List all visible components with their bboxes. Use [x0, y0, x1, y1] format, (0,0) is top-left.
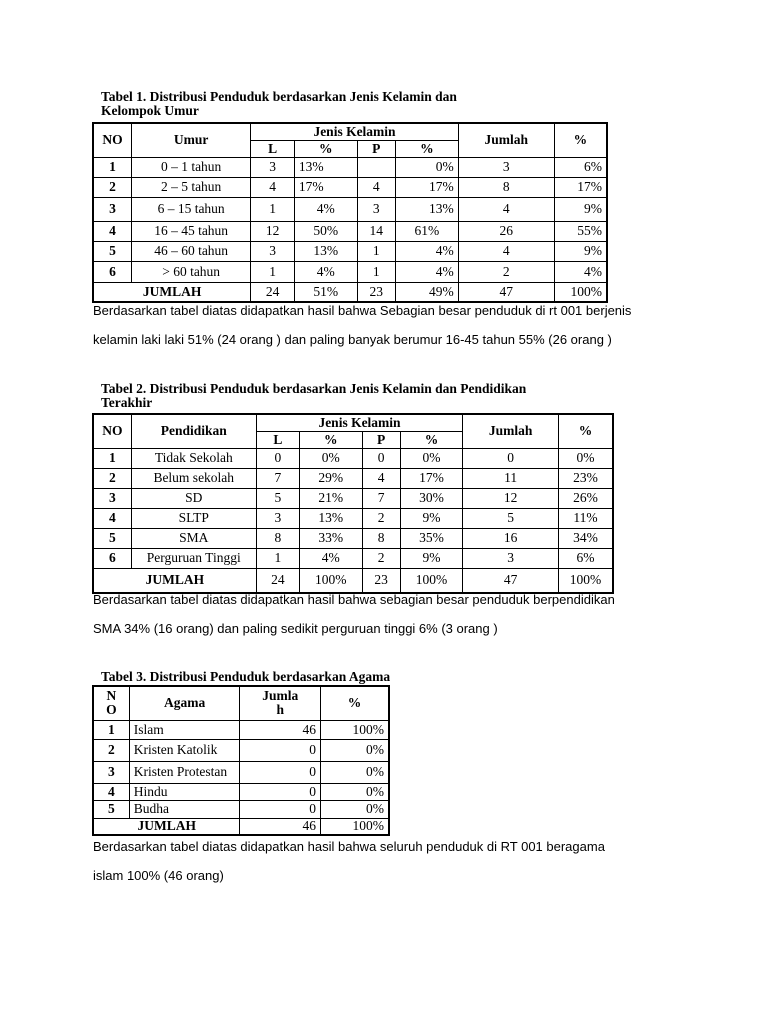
t2-cell: 34% [559, 528, 613, 548]
t1-cell: 9% [554, 197, 607, 221]
t3-total-cell: 46 [240, 818, 321, 835]
t2-cell: 0 [362, 448, 400, 468]
t1-cell: 1 [93, 157, 131, 177]
t2-header-pct: % [559, 414, 613, 448]
t2-cell: 0% [559, 448, 613, 468]
t1-cell: 4% [395, 261, 458, 282]
t2-cell: 5 [463, 508, 559, 528]
t3-cell: 0 [240, 783, 321, 800]
t3-total-cell: 100% [321, 818, 390, 835]
t1-cell: 5 [93, 241, 131, 261]
t2-cell: 35% [400, 528, 462, 548]
t2-cell: 4 [362, 468, 400, 488]
t1-header-pct-l: % [294, 140, 357, 157]
t2-cell: 2 [362, 548, 400, 568]
t2-cell: Belum sekolah [131, 468, 256, 488]
table3-summary-line2: islam 100% (46 orang) [93, 868, 224, 883]
t2-cell: 12 [463, 488, 559, 508]
t3-cell: 0% [321, 739, 390, 761]
t1-total-cell: 49% [395, 282, 458, 302]
t1-cell: 9% [554, 241, 607, 261]
table1-caption [101, 90, 457, 118]
t3-header-jumlah-line2: h [276, 702, 284, 718]
t2-cell: 7 [362, 488, 400, 508]
t2-cell: 8 [256, 528, 299, 548]
t1-cell: 61% [395, 221, 458, 241]
t2-cell: 17% [400, 468, 462, 488]
table-row [93, 221, 607, 241]
t1-cell: 4 [251, 177, 295, 197]
t3-cell: 0 [240, 739, 321, 761]
t1-cell: 3 [93, 197, 131, 221]
table2-summary-line2: SMA 34% (16 orang) dan paling sedikit perguruan tinggi 6% (3 orang ) [93, 621, 498, 636]
table1-caption-line1: Tabel 1. Distribusi Penduduk berdasarkan Jenis Kelamin dan [101, 89, 457, 104]
t1-cell: 0 – 1 tahun [131, 157, 250, 177]
t1-cell: 3 [251, 241, 295, 261]
t1-cell: 4% [294, 197, 357, 221]
t1-cell: 2 [458, 261, 554, 282]
t1-cell: 50% [294, 221, 357, 241]
t2-cell: 3 [463, 548, 559, 568]
t3-cell: 0 [240, 761, 321, 783]
t2-cell: 5 [93, 528, 131, 548]
t1-cell: 17% [554, 177, 607, 197]
t1-total-cell: 23 [357, 282, 395, 302]
t2-cell: 3 [93, 488, 131, 508]
table1-caption-line2: Kelompok Umur [101, 103, 199, 118]
table-row [93, 548, 613, 568]
t2-cell: Tidak Sekolah [131, 448, 256, 468]
table-row [93, 508, 613, 528]
t2-total-cell: 100% [300, 568, 362, 593]
t1-cell: 55% [554, 221, 607, 241]
t2-cell: 0 [463, 448, 559, 468]
t2-cell: 4 [93, 508, 131, 528]
table-row [93, 157, 607, 177]
t2-cell: 11 [463, 468, 559, 488]
t2-cell: SD [131, 488, 256, 508]
t1-header-pct-p: % [395, 140, 458, 157]
t3-total-label: JUMLAH [93, 818, 240, 835]
t3-cell: 4 [93, 783, 129, 800]
t1-total-cell: 100% [554, 282, 607, 302]
t1-cell: 13% [294, 157, 357, 177]
table2-summary-line1: Berdasarkan tabel diatas didapatkan hasil bahwa sebagian besar penduduk berpendidikan [93, 592, 615, 607]
t1-cell: 17% [294, 177, 357, 197]
t3-cell: 3 [93, 761, 129, 783]
table-row [93, 448, 613, 468]
t1-cell: 4 [93, 221, 131, 241]
t1-cell: 16 – 45 tahun [131, 221, 250, 241]
t3-cell: 0% [321, 783, 390, 800]
t1-cell: 1 [357, 261, 395, 282]
t2-total-cell: 100% [559, 568, 613, 593]
table-row [93, 261, 607, 282]
t2-header-p: P [362, 431, 400, 448]
table-row [93, 197, 607, 221]
t3-cell: 1 [93, 720, 129, 739]
t1-total-cell: 24 [251, 282, 295, 302]
t2-cell: 0% [300, 448, 362, 468]
t2-cell: 13% [300, 508, 362, 528]
t2-cell: 1 [93, 448, 131, 468]
t3-cell: Kristen Katolik [129, 739, 240, 761]
t1-header-jumlah: Jumlah [458, 123, 554, 157]
t2-cell: 21% [300, 488, 362, 508]
t2-cell: 26% [559, 488, 613, 508]
t1-header-pct: % [554, 123, 607, 157]
table-row [93, 488, 613, 508]
t1-cell: 0% [395, 157, 458, 177]
t1-cell: 13% [395, 197, 458, 221]
t2-header-pendidikan: Pendidikan [131, 414, 256, 448]
t3-header-no-line2: O [106, 702, 117, 718]
t2-cell: 11% [559, 508, 613, 528]
t1-cell: 4 [458, 241, 554, 261]
t2-cell: 2 [362, 508, 400, 528]
t1-cell: 1 [357, 241, 395, 261]
t3-header-pct: % [321, 686, 390, 720]
table3-summary-line1: Berdasarkan tabel diatas didapatkan hasil bahwa seluruh penduduk di RT 001 beragama [93, 839, 605, 854]
t1-cell: 4% [294, 261, 357, 282]
t2-total-cell: 24 [256, 568, 299, 593]
t1-header-jenis-kelamin: Jenis Kelamin [251, 123, 458, 140]
t1-cell: 6 [93, 261, 131, 282]
table2-caption-line2: Terakhir [101, 395, 153, 410]
table3 [92, 685, 390, 836]
table-row [93, 761, 389, 783]
t2-total-cell: 100% [400, 568, 462, 593]
t2-cell: SMA [131, 528, 256, 548]
t2-cell: 30% [400, 488, 462, 508]
t2-header-pct-p: % [400, 431, 462, 448]
table-row [93, 800, 389, 818]
t3-cell: 46 [240, 720, 321, 739]
table2-summary [93, 585, 615, 643]
t2-cell: Perguruan Tinggi [131, 548, 256, 568]
t3-cell: 2 [93, 739, 129, 761]
t3-header-jumlah-line1: Jumla [262, 688, 299, 704]
table-row [93, 241, 607, 261]
t2-header-jenis-kelamin: Jenis Kelamin [256, 414, 463, 431]
t1-cell [357, 157, 395, 177]
t3-header-agama: Agama [129, 686, 240, 720]
t3-cell: Budha [129, 800, 240, 818]
table1 [92, 122, 608, 303]
t2-total-label: JUMLAH [93, 568, 256, 593]
table-row [93, 528, 613, 548]
t2-cell: 5 [256, 488, 299, 508]
t2-cell: 33% [300, 528, 362, 548]
t1-cell: 8 [458, 177, 554, 197]
t1-total-label: JUMLAH [93, 282, 251, 302]
table-row [93, 177, 607, 197]
t1-cell: 4 [458, 197, 554, 221]
t1-cell: 3 [357, 197, 395, 221]
table-row [93, 468, 613, 488]
t2-cell: 0 [256, 448, 299, 468]
t3-header-jumlah [240, 686, 321, 720]
t2-cell: 4% [300, 548, 362, 568]
t3-cell: 5 [93, 800, 129, 818]
table2 [92, 413, 614, 594]
t1-cell: 17% [395, 177, 458, 197]
t1-header-l: L [251, 140, 295, 157]
table1-summary-line1: Berdasarkan tabel diatas didapatkan hasil bahwa Sebagian besar penduduk di rt 001 berjenis [93, 303, 632, 318]
t1-header-p: P [357, 140, 395, 157]
t1-cell: 3 [251, 157, 295, 177]
t2-cell: 0% [400, 448, 462, 468]
t1-cell: 6 – 15 tahun [131, 197, 250, 221]
t2-total-cell: 47 [463, 568, 559, 593]
t2-cell: 2 [93, 468, 131, 488]
table3-summary [93, 832, 605, 890]
table-row [93, 783, 389, 800]
t2-cell: 8 [362, 528, 400, 548]
t1-total-cell: 47 [458, 282, 554, 302]
t1-cell: 46 – 60 tahun [131, 241, 250, 261]
t1-cell: 2 – 5 tahun [131, 177, 250, 197]
t2-cell: 29% [300, 468, 362, 488]
t2-cell: 7 [256, 468, 299, 488]
table1-summary-line2: kelamin laki laki 51% (24 orang ) dan paling banyak berumur 16-45 tahun 55% (26 orang ) [93, 332, 612, 347]
t3-cell: Islam [129, 720, 240, 739]
t1-cell: 1 [251, 197, 295, 221]
t1-cell: 3 [458, 157, 554, 177]
t2-cell: 9% [400, 508, 462, 528]
t2-cell: SLTP [131, 508, 256, 528]
t2-total-cell: 23 [362, 568, 400, 593]
t2-header-jumlah: Jumlah [463, 414, 559, 448]
table1-summary [93, 296, 631, 354]
table-row [93, 720, 389, 739]
t3-cell: Kristen Protestan [129, 761, 240, 783]
t1-header-umur: Umur [131, 123, 250, 157]
t3-cell: Hindu [129, 783, 240, 800]
table2-caption-line1: Tabel 2. Distribusi Penduduk berdasarkan Jenis Kelamin dan Pendidikan [101, 381, 527, 396]
t1-cell: 4% [395, 241, 458, 261]
t3-cell: 100% [321, 720, 390, 739]
t2-cell: 9% [400, 548, 462, 568]
t1-cell: 13% [294, 241, 357, 261]
t2-cell: 1 [256, 548, 299, 568]
table3-caption: Tabel 3. Distribusi Penduduk berdasarkan Agama [101, 669, 391, 684]
t1-cell: 4 [357, 177, 395, 197]
t3-cell: 0 [240, 800, 321, 818]
t2-cell: 3 [256, 508, 299, 528]
t3-cell: 0% [321, 800, 390, 818]
t1-cell: 14 [357, 221, 395, 241]
t1-cell: 26 [458, 221, 554, 241]
table-row [93, 739, 389, 761]
t3-cell: 0% [321, 761, 390, 783]
t2-header-l: L [256, 431, 299, 448]
t1-cell: 12 [251, 221, 295, 241]
t2-cell: 16 [463, 528, 559, 548]
t1-header-no: NO [93, 123, 131, 157]
t2-header-no: NO [93, 414, 131, 448]
t1-total-cell: 51% [294, 282, 357, 302]
t3-header-no-line1: N [106, 688, 117, 704]
t1-cell: 4% [554, 261, 607, 282]
table2-caption [101, 382, 526, 410]
t2-header-pct-l: % [300, 431, 362, 448]
t1-cell: > 60 tahun [131, 261, 250, 282]
t2-cell: 6% [559, 548, 613, 568]
t2-cell: 23% [559, 468, 613, 488]
t1-cell: 6% [554, 157, 607, 177]
t3-header-no [93, 686, 129, 720]
t1-cell: 1 [251, 261, 295, 282]
t2-cell: 6 [93, 548, 131, 568]
t1-cell: 2 [93, 177, 131, 197]
